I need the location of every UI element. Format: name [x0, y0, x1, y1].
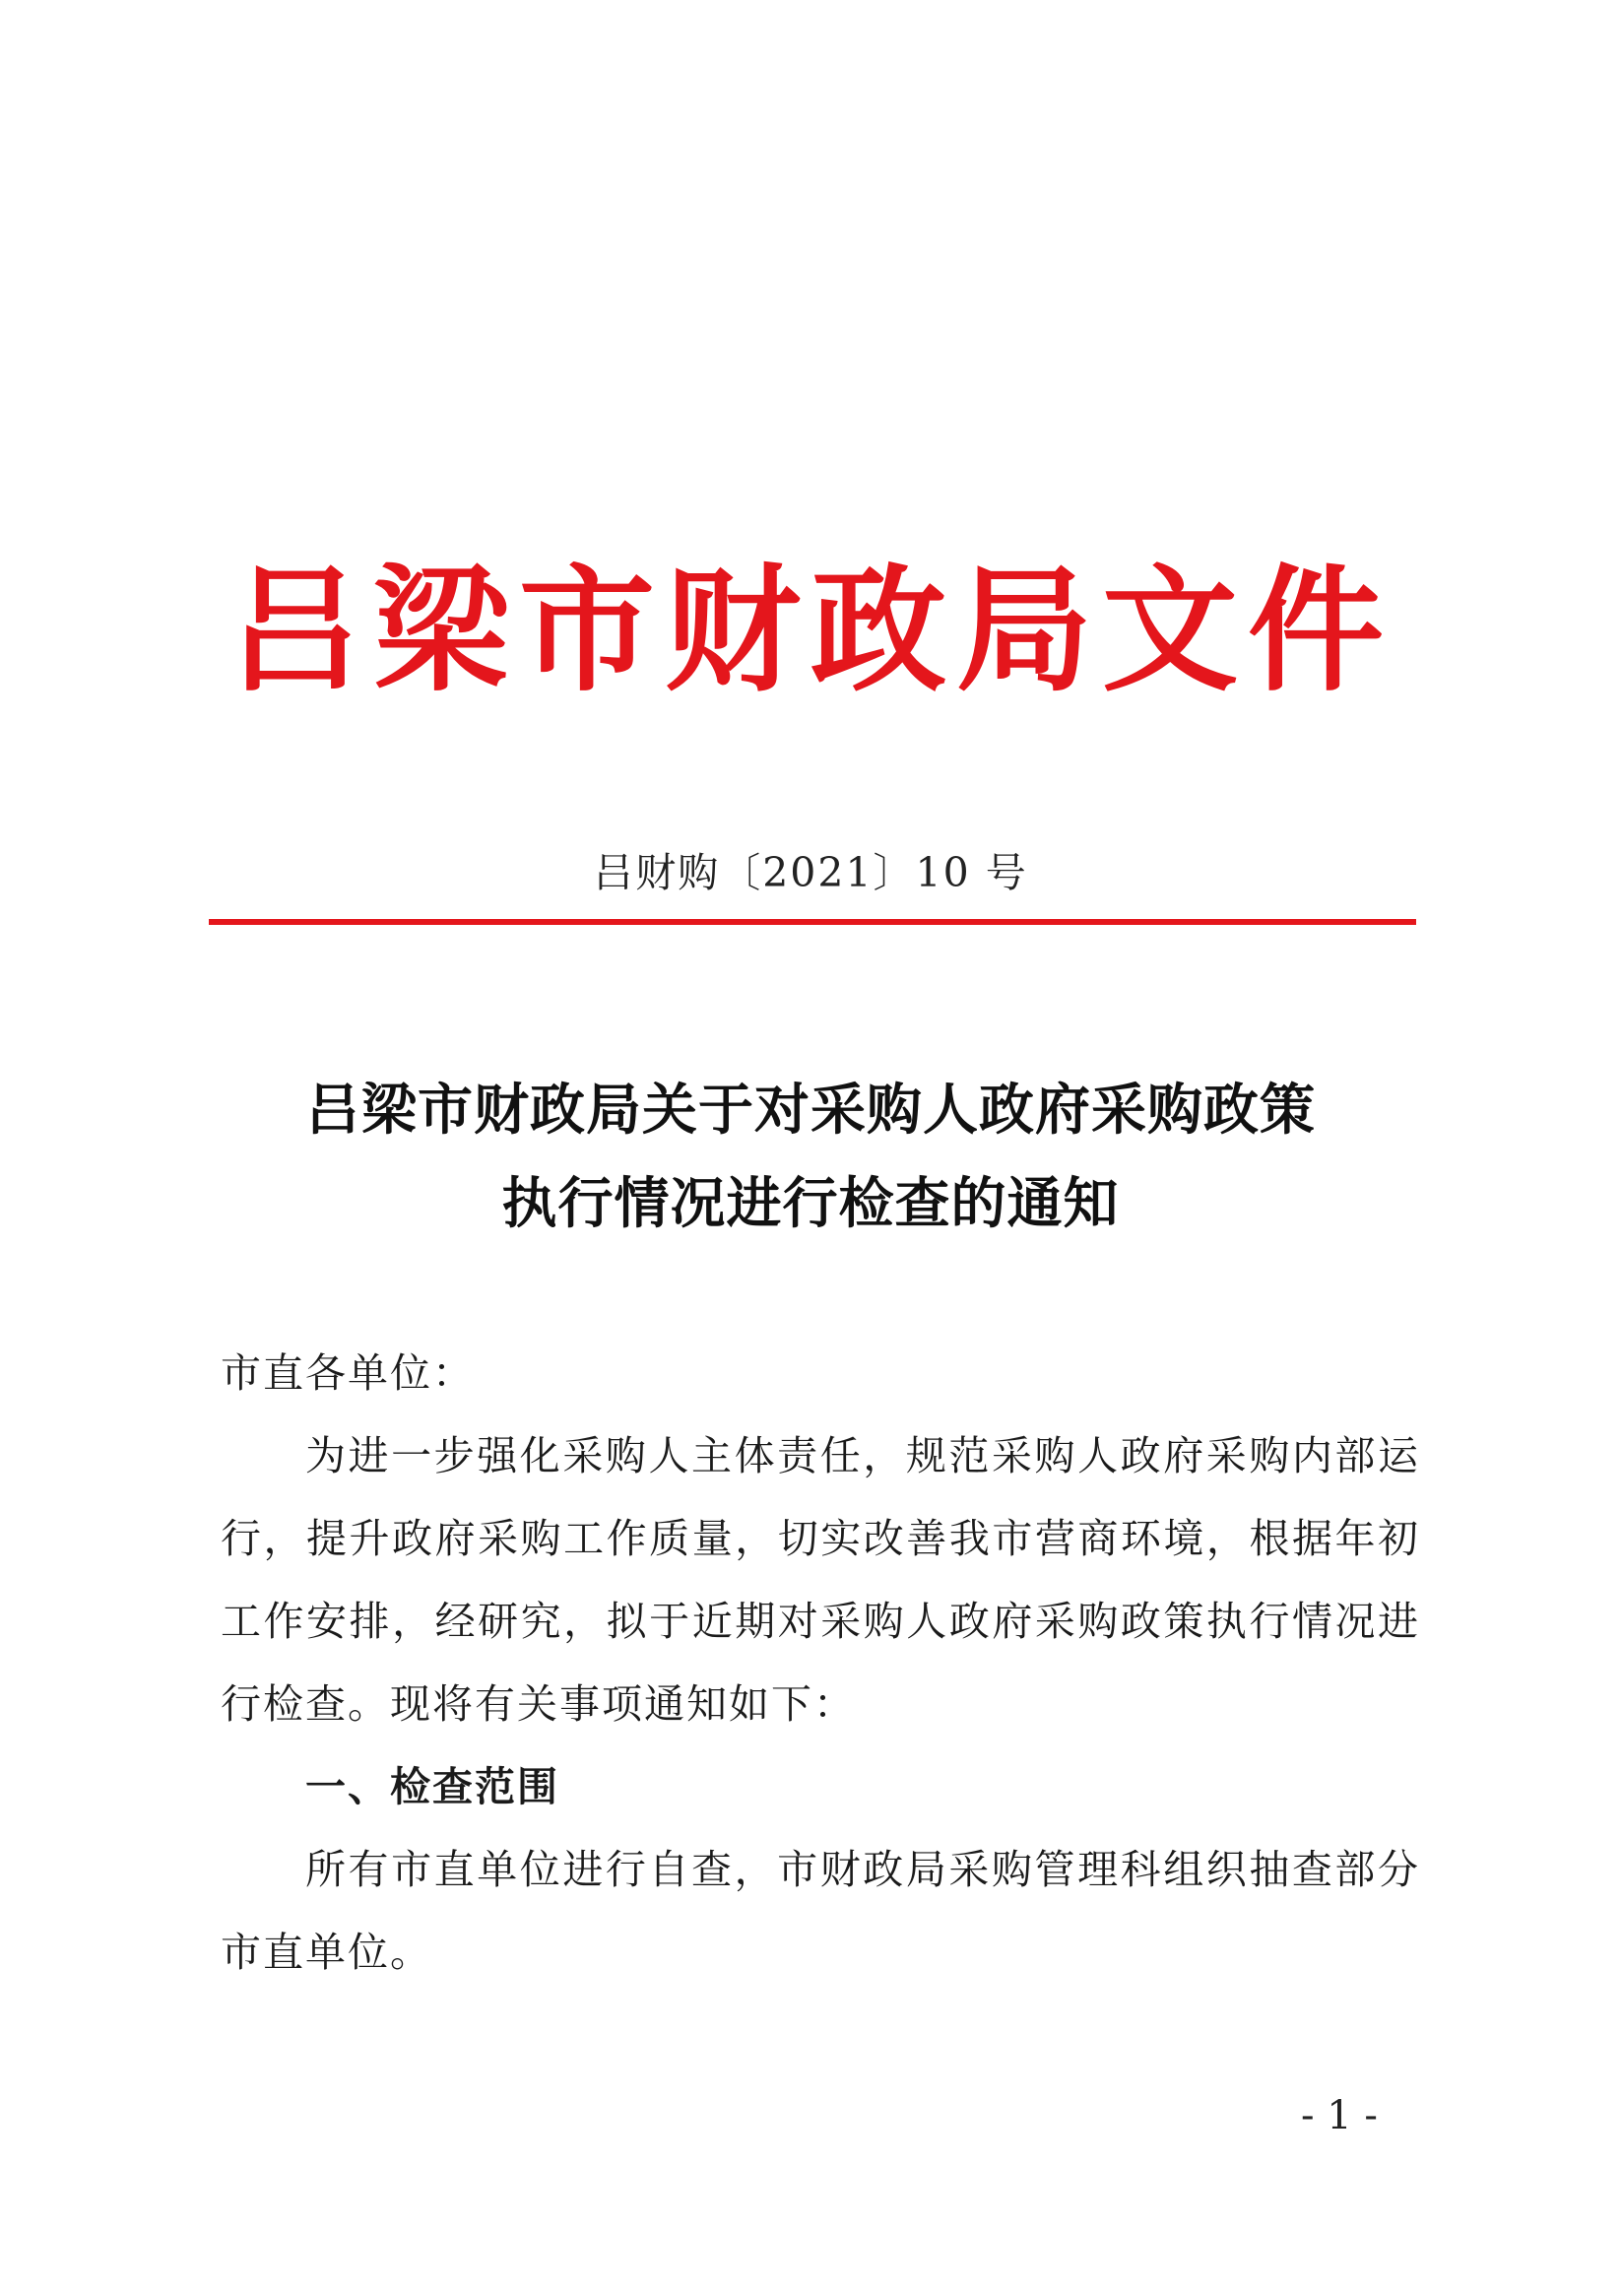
salutation: 市直各单位：	[221, 1349, 475, 1397]
red-separator-line	[209, 919, 1416, 925]
scope-paragraph: 所有市直单位进行自查，市财政局采购管理科组织抽查部分市直单位。	[221, 1846, 1420, 1976]
notice-title-line-1: 吕梁市财政局关于对采购人政府采购政策	[305, 1078, 1316, 1143]
masthead-title: 吕梁市财政局文件	[227, 550, 1394, 710]
page-number: - 1 -	[1301, 2093, 1378, 2138]
intro-paragraph: 为进一步强化采购人主体责任，规范采购人政府采购内部运行，提升政府采购工作质量，切实改善我市营商环境，根据年初工作安排，经研究，拟于近期对采购人政府采购政策执行情况进行检查。现将有关事项通知如下：	[221, 1432, 1420, 1728]
notice-title-line-2: 执行情况进行检查的通知	[501, 1171, 1120, 1236]
section-heading-scope: 一、检查范围	[305, 1763, 559, 1810]
notice-title	[0, 1064, 1621, 1251]
document-number: 吕财购〔2021〕10 号	[593, 849, 1028, 896]
